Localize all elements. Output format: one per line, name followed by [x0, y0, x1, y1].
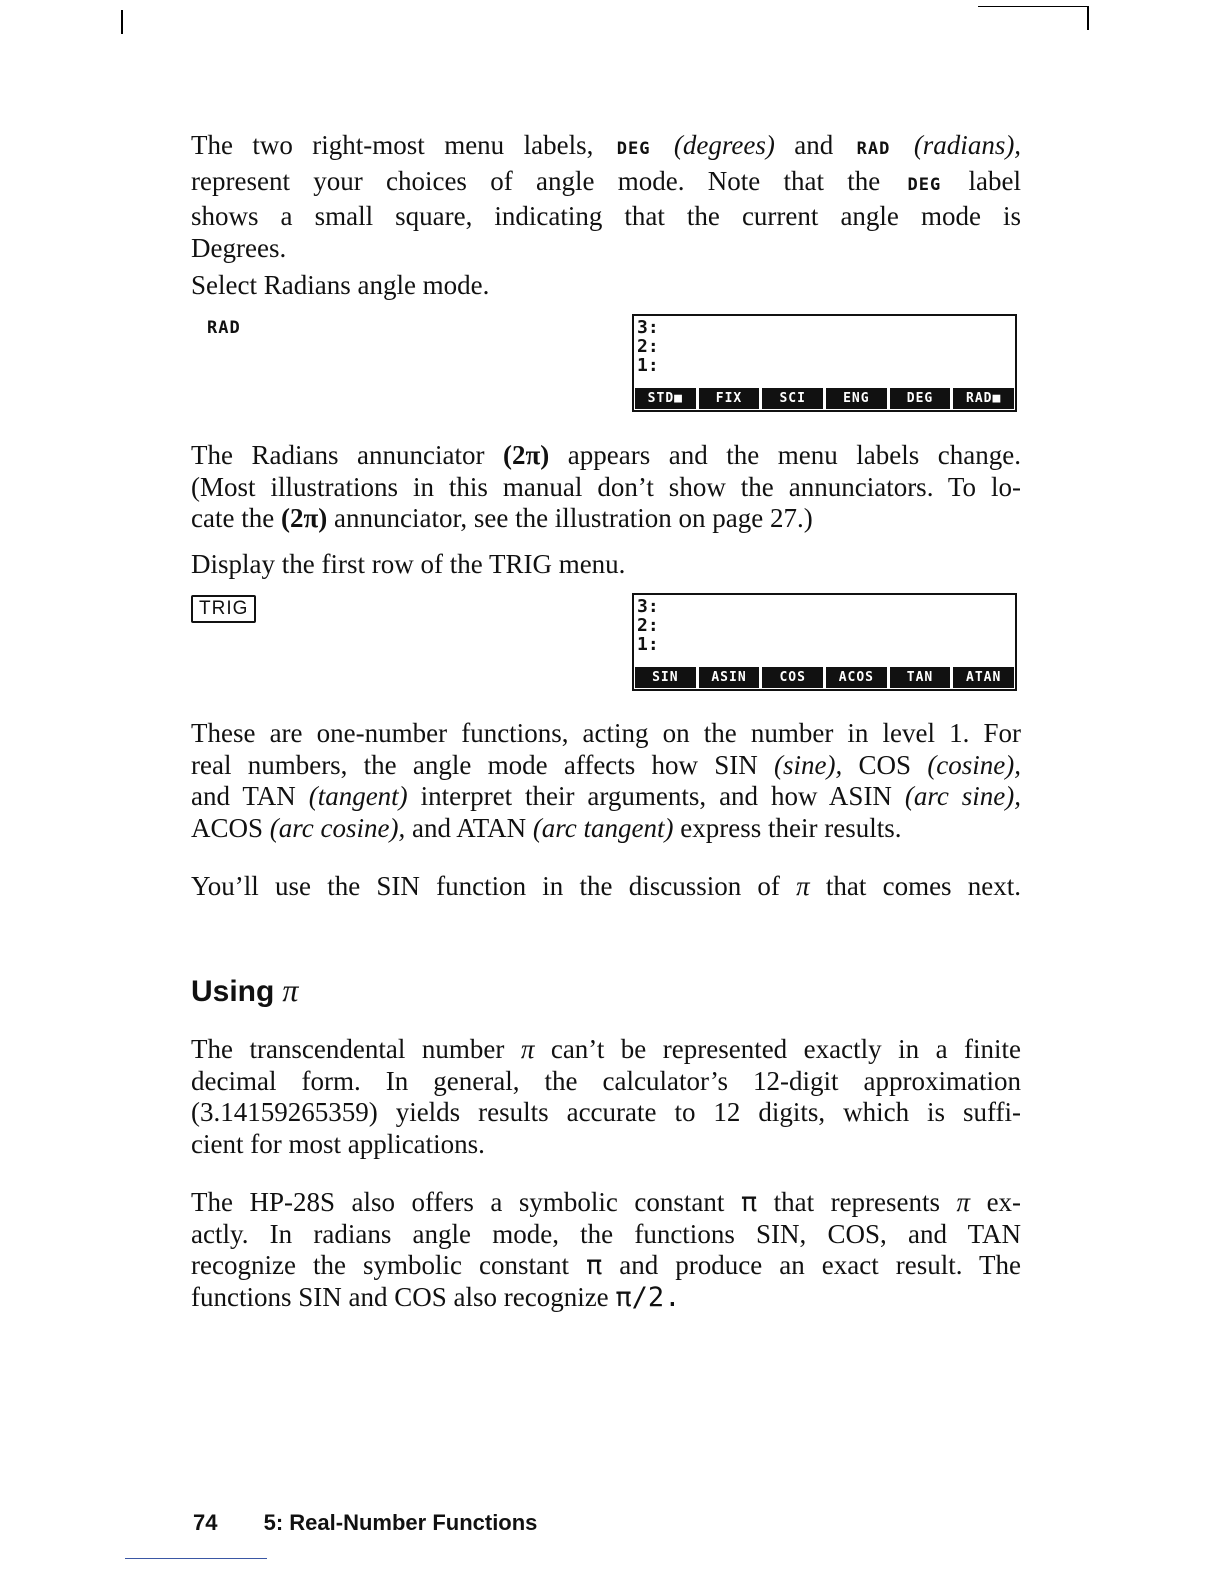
- calculator-display-mode-menu: [632, 314, 1017, 412]
- stack-level-1: 1:: [637, 634, 659, 655]
- menu-label-deg: DEG: [907, 174, 942, 195]
- stack-level-3: 3:: [637, 596, 659, 617]
- menu-key-eng: ENG: [826, 388, 887, 409]
- pi-symbol: π: [520, 1034, 535, 1064]
- crop-mark-left: [121, 10, 123, 34]
- crop-mark-bottom: [125, 1558, 267, 1559]
- stack-level-2: 2:: [637, 615, 659, 636]
- pi-symbol: π: [956, 1187, 971, 1217]
- stack-levels: [637, 318, 659, 375]
- symbolic-pi-over-2: π/2.: [615, 1281, 681, 1313]
- stack-level-1: 1:: [637, 355, 659, 376]
- calculator-display-trig-menu: [632, 593, 1017, 691]
- menu-key-acos: ACOS: [826, 667, 887, 688]
- page-number: 74: [193, 1510, 218, 1535]
- paragraph-symbolic-pi: The HP-28S also offers a symbolic constant π that represents π ex- actly. In radians angle mode, the functions SIN, COS, and TAN recognize the symbolic constant π and produce an exact result. The functions SIN and COS also recognize π/2.: [191, 1187, 1022, 1313]
- pi-symbol: π: [796, 871, 810, 901]
- page-footer: [193, 1510, 537, 1536]
- menu-bar: [635, 388, 1014, 409]
- stack-level-3: 3:: [637, 317, 659, 338]
- menu-key-atan: ATAN: [953, 667, 1014, 688]
- pi-symbol: π: [282, 972, 299, 1008]
- crop-mark-right: [1087, 6, 1089, 30]
- stack-level-2: 2:: [637, 336, 659, 357]
- paragraph-one-number-functions: These are one-number functions, acting on the number in level 1. For real numbers, the angle mode affects how SIN (sine), COS (cosine), and TAN (tangent) interpret their arguments, and how ASIN (arc sine), ACOS (arc cosine), and ATAN (arc tangent) express their results.: [191, 718, 1022, 843]
- menu-key-fix: FIX: [699, 388, 760, 409]
- menu-key-cos: COS: [762, 667, 823, 688]
- annunciator-2pi: (2π): [280, 503, 328, 533]
- menu-key-deg: DEG: [890, 388, 951, 409]
- annunciator-2pi: (2π): [502, 440, 550, 470]
- menu-key-sin: SIN: [635, 667, 696, 688]
- paragraph-transcendental-pi: The transcendental number π can’t be represented exactly in a finite decimal form. In general, the calculator’s 12-digit approximation (3.14159265359) yields results accurate to 12 digits, which is suffi- cient for most applications.: [191, 1034, 1022, 1159]
- crop-mark-top: [978, 6, 1088, 7]
- stack-levels: [637, 597, 659, 654]
- paragraph-sin-pi-next: You’ll use the SIN function in the discussion of π that comes next.: [191, 871, 1022, 901]
- key-trig: TRIG: [191, 595, 256, 623]
- menu-key-tan: TAN: [890, 667, 951, 688]
- menu-key-asin: ASIN: [699, 667, 760, 688]
- menu-key-std: STD■: [635, 388, 696, 409]
- menu-bar: [635, 667, 1014, 688]
- section-heading-using-pi: Using π: [191, 972, 299, 1008]
- symbolic-pi-constant: π: [740, 1187, 758, 1218]
- menu-key-rad: RAD■: [953, 388, 1014, 409]
- menu-label-deg: DEG: [616, 139, 651, 159]
- chapter-title: 5: Real-Number Functions: [263, 1510, 538, 1535]
- paragraph-radians-annunciator: The Radians annunciator (2π) appears and the menu labels change. (Most illustrations in this manual don’t show the annunciators. To lo- cate the (2π) annunciator, see the illustration on page 27.): [191, 440, 1021, 533]
- menu-label-rad: RAD: [856, 139, 891, 159]
- instruction-select-radians: Select Radians angle mode.: [191, 270, 490, 300]
- key-rad: RAD: [207, 318, 241, 338]
- paragraph-angle-mode-intro: The two right-most menu labels, DEG (degrees) and RAD (radians), represent your choices of angle mode. Note that the DEG label shows a small square, indicating that the current angle mode is Degrees.: [191, 130, 1022, 263]
- symbolic-pi-constant: π: [586, 1250, 603, 1281]
- instruction-display-trig: Display the first row of the TRIG menu.: [191, 549, 626, 579]
- menu-key-sci: SCI: [762, 388, 823, 409]
